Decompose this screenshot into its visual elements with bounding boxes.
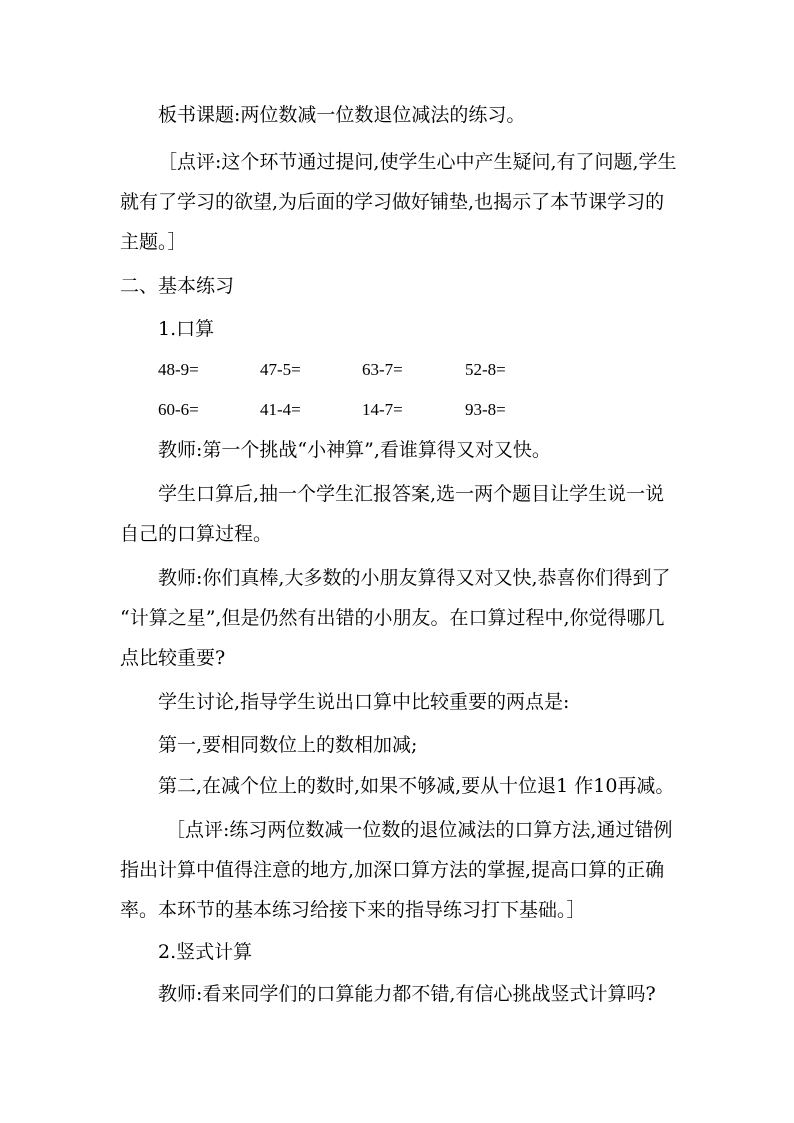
paragraph-teacher-challenge: 教师:第一个挑战“小神算”,看谁算得又对又快。 (158, 439, 551, 461)
calc-item: 93-8= (465, 400, 506, 419)
paragraph-comment-1-line-1: ［点评:这个环节通过提问,使学生心中产生疑问,有了问题,学生 (158, 151, 677, 173)
paragraph-comment-1-line-3: 主题。］ (120, 231, 187, 253)
paragraph-point-one: 第一,要相同数位上的数相加减; (158, 734, 418, 756)
paragraph-teacher-praise-line-3: 点比较重要? (120, 647, 226, 669)
subheading-vertical-calculation: 2.竖式计算 (158, 941, 253, 963)
calc-item: 60-6= (158, 400, 199, 419)
calc-item: 48-9= (158, 360, 199, 379)
paragraph-student-report-line-1: 学生口算后,抽一个学生汇报答案,选一两个题目让学生说一说 (158, 483, 665, 505)
paragraph-point-two: 第二,在减个位上的数时,如果不够减,要从十位退1 作10再减。 (158, 775, 675, 797)
paragraph-lesson-topic: 板书课题:两位数减一位数退位减法的练习。 (158, 104, 526, 126)
section-heading-basic-practice: 二、基本练习 (120, 275, 235, 297)
paragraph-comment-2-line-1: ［点评:练习两位数减一位数的退位减法的口算方法,通过错例 (166, 819, 673, 841)
paragraph-comment-2-line-2: 指出计算中值得注意的地方,加深口算方法的掌握,提高口算的正确 (120, 859, 665, 881)
paragraph-teacher-vertical-challenge: 教师:看来同学们的口算能力都不错,有信心挑战竖式计算吗? (158, 983, 656, 1005)
subheading-oral-calculation: 1.口算 (158, 318, 215, 340)
paragraph-student-report-line-2: 自己的口算过程。 (120, 523, 273, 545)
paragraph-teacher-praise-line-2: “计算之星”,但是仍然有出错的小朋友。在口算过程中,你觉得哪几 (120, 607, 665, 629)
calc-item: 14-7= (362, 400, 403, 419)
calc-item: 47-5= (260, 360, 301, 379)
calc-item: 52-8= (465, 360, 506, 379)
paragraph-comment-2-line-3: 率。本环节的基本练习给接下来的指导练习打下基础。］ (120, 899, 586, 921)
calc-item: 63-7= (362, 360, 403, 379)
paragraph-teacher-praise-line-1: 教师:你们真棒,大多数的小朋友算得又对又快,恭喜你们得到了 (158, 567, 671, 589)
paragraph-comment-1-line-2: 就有了学习的欲望,为后面的学习做好铺垫,也揭示了本节课学习的 (120, 191, 665, 213)
calc-item: 41-4= (260, 400, 301, 419)
paragraph-student-discussion: 学生讨论,指导学生说出口算中比较重要的两点是: (158, 691, 570, 713)
